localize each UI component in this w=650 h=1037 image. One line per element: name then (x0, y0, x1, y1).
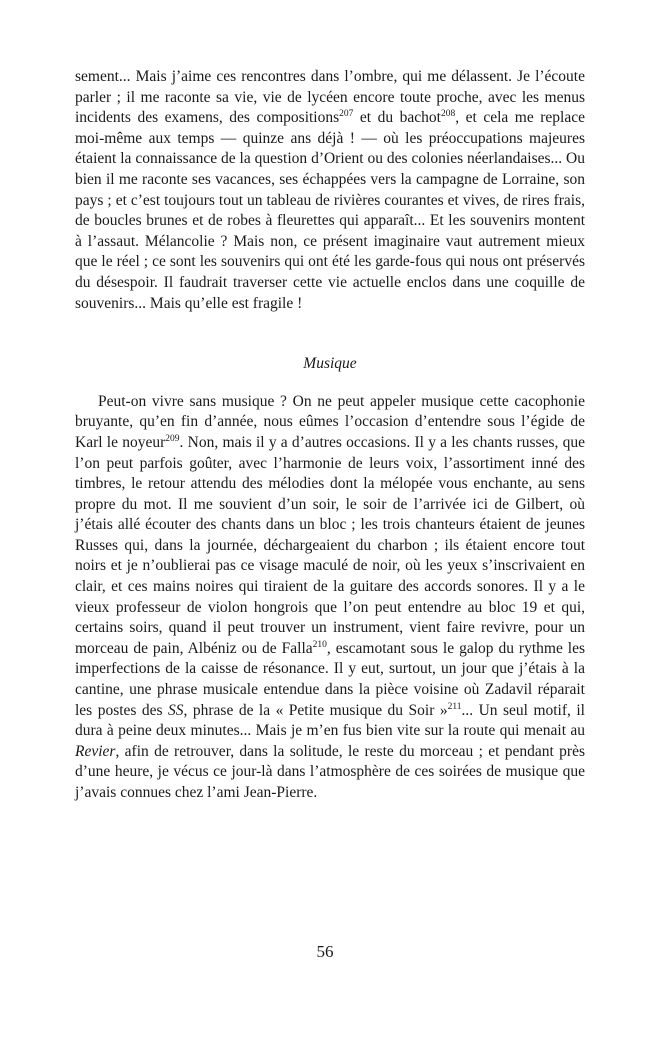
paragraph-1 (75, 67, 585, 314)
page-number: 56 (316, 942, 334, 961)
footnote-ref-209[interactable]: 209 (165, 433, 180, 444)
text-run: Peut-on vivre sans musique ? On ne peut appeler musique cette cacophonie bruyante, qu’en fin d’année, nous eûmes l’occasion d’entendre sous l’égide de Karl le noyeur (75, 392, 585, 451)
text-run: , et cela me replace moi-même aux temps — quinze ans déjà ! — où les préoccupations majeures étaient la connaissance de la question d’Orient ou des colonies néerlandaises... Ou bien il me raconte ses vacances, ses échappées vers la campagne de Lorraine, son pays ; et c’est toujours tout un tableau de rivières courantes et vives, de rires frais, de boucles brunes et de robes à fleurettes qui apparaît... Et les souvenirs montent à l’assaut. Mélancolie ? Mais non, ce présent imaginaire vaut autrement mieux que le réel ; ce sont les souvenirs qui ont été les garde-fous qui nous ont préservés du désespoir. Il faudrait traverser cette vie actuelle enclos dans une coquille de souvenirs... Mais qu’elle est fragile ! (75, 109, 585, 312)
section-heading: Musique (303, 355, 357, 373)
text-run: , escamotant sous le galop du rythme les imperfections de la caisse de résonance. Il y eut, surtout, un jour que j’étais à la cantine, une phrase musicale entendue dans la pièce voisine où Zadavil réparait les postes des (75, 639, 585, 719)
text-run: et du bachot (353, 109, 441, 127)
paragraph-2 (75, 392, 585, 804)
footnote-ref-207[interactable]: 207 (339, 109, 354, 120)
text-run: . Non, mais il y a d’autres occasions. Il y a les chants russes, que l’on peut parfois goûter, avec l’harmonie de leurs voix, l’assortiment inné des timbres, le retour attendu des mélodies dont la mélopée vous enchante, au sens propre du mot. Il me souvient d’un soir, le soir de l’arrivée ici de Gilbert, où j’étais allé écouter des chants dans un bloc ; les trois chanteurs étaient de jeunes Russes qui, dans la journée, déchargeaient du charbon ; ils étaient encore tout noirs et je n’oublierai pas ce visage maculé de noir, où les yeux s’inscrivaient en clair, et ces mains noires qui tiraient de la guitare des accords sonores. Il y a le vieux professeur de violon hongrois que l’on peut entendre au bloc 19 et qui, certains soirs, quand il peut trouver un instrument, vient faire revivre, pour un morceau de pain, Albéniz ou de Falla (75, 433, 585, 657)
footnote-ref-210[interactable]: 210 (312, 639, 327, 650)
italic-term-ss: SS (168, 701, 184, 719)
text-run: ... Un seul motif, il dura à peine deux minutes... Mais je m’en fus bien vite sur la route qui menait au (75, 701, 585, 740)
text-run: , phrase de la « Petite musique du Soir » (183, 701, 448, 719)
text-run: sement... Mais j’aime ces rencontres dans l’ombre, qui me délassent. Je l’écoute parler ; il me raconte sa vie, vie de lycéen encore toute proche, avec les menus incidents des examens, des compositions (75, 68, 585, 127)
page-body (75, 67, 585, 804)
footnote-ref-208[interactable]: 208 (440, 109, 456, 120)
footnote-ref-211[interactable]: 211 (447, 701, 462, 712)
italic-term-revier: Revier (75, 742, 116, 760)
text-run: , afin de retrouver, dans la solitude, le reste du morceau ; et pendant près d’une heure, je vécus ce jour-là dans l’atmosphère de ces soirées de musique que j’avais connues chez l’ami Jean-Pierre. (75, 742, 585, 801)
